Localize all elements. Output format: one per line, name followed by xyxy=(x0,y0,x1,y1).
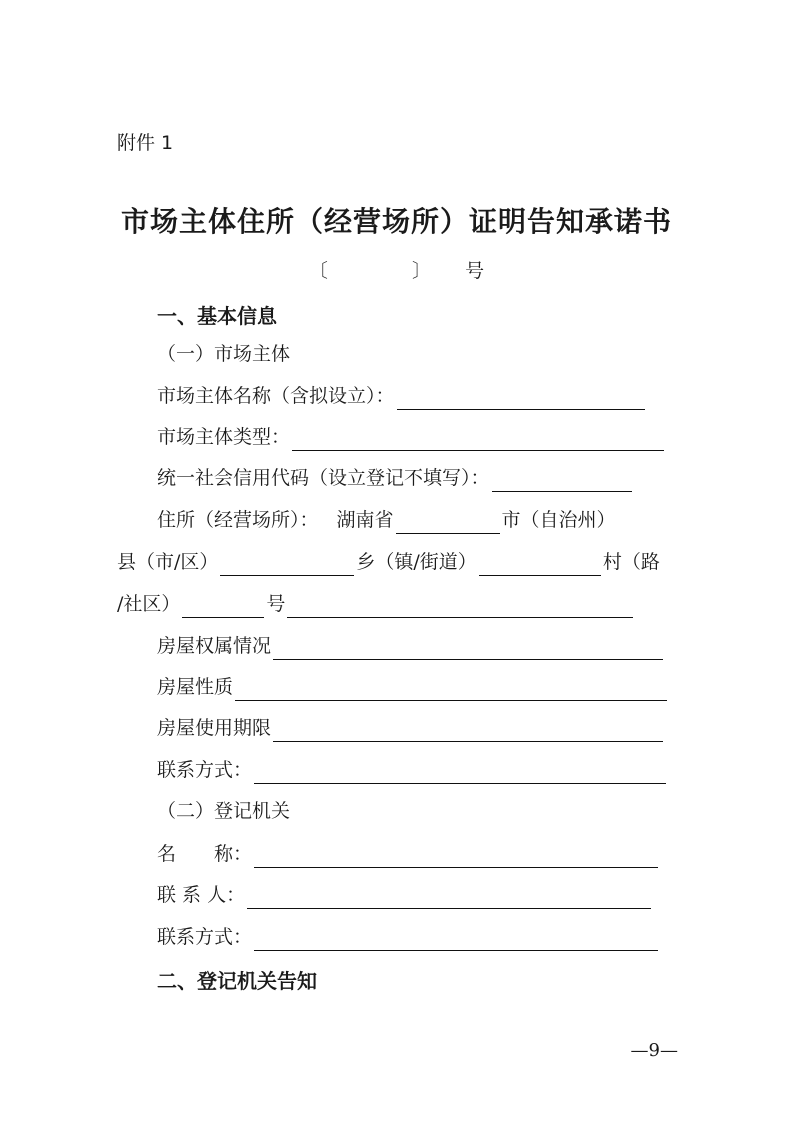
ownership-row xyxy=(157,632,665,660)
number-field[interactable] xyxy=(287,595,633,618)
credit-code-row xyxy=(157,464,634,492)
page-number: —9— xyxy=(630,1040,678,1061)
contact-row xyxy=(157,756,668,784)
entity-name-field[interactable] xyxy=(397,387,645,410)
authority-name-label: 名 称： xyxy=(157,843,253,865)
document-title: 市场主体住所（经营场所）证明告知承诺书 xyxy=(120,205,672,238)
community-label: /社区） xyxy=(117,593,181,615)
authority-name-field[interactable] xyxy=(254,845,658,868)
doc-number-close: 〕 xyxy=(411,260,431,282)
entity-type-row xyxy=(157,423,666,451)
contact-field[interactable] xyxy=(254,761,666,784)
township-field[interactable] xyxy=(479,553,601,576)
attachment-label: 附件 1 xyxy=(117,132,174,154)
county-label: 县（市/区） xyxy=(117,551,219,573)
term-row xyxy=(157,714,665,742)
entity-type-field[interactable] xyxy=(292,428,664,451)
doc-number-open: 〔 xyxy=(308,260,328,282)
city-label: 市（自治州） xyxy=(501,509,616,531)
authority-person-field[interactable] xyxy=(247,886,651,909)
section-basic-info-heading: 一、基本信息 xyxy=(157,304,277,328)
subsection-registration-authority-heading xyxy=(157,797,290,825)
subsection-market-entity-heading xyxy=(157,340,290,368)
township-label: 乡（镇/街道） xyxy=(356,551,477,573)
section-authority-notice-heading: 二、登记机关告知 xyxy=(157,969,317,993)
authority-contact-label: 联系方式： xyxy=(157,926,253,948)
subsection-market-entity-label: （一）市场主体 xyxy=(157,343,291,365)
address-row-2 xyxy=(117,548,660,576)
credit-code-label: 统一社会信用代码（设立登记不填写）： xyxy=(157,467,490,489)
entity-name-label: 市场主体名称（含拟设立）： xyxy=(157,385,395,407)
nature-row xyxy=(157,673,669,701)
address-row-1 xyxy=(157,506,616,534)
authority-contact-field[interactable] xyxy=(254,928,658,951)
contact-label: 联系方式： xyxy=(157,759,253,781)
ownership-label: 房屋权属情况 xyxy=(157,635,272,657)
city-field[interactable] xyxy=(396,511,500,534)
term-label: 房屋使用期限 xyxy=(157,717,272,739)
number-label: 号 xyxy=(266,593,286,615)
authority-name-row xyxy=(157,840,660,868)
community-field[interactable] xyxy=(182,595,264,618)
entity-name-row xyxy=(157,382,647,410)
doc-number-suffix: 号 xyxy=(465,260,485,282)
province-label: 湖南省 xyxy=(336,509,394,531)
authority-person-row xyxy=(157,881,653,909)
nature-label: 房屋性质 xyxy=(157,676,234,698)
authority-contact-row xyxy=(157,923,660,951)
county-field[interactable] xyxy=(220,553,354,576)
subsection-registration-authority-label: （二）登记机关 xyxy=(157,800,291,822)
document-number xyxy=(0,256,793,283)
credit-code-field[interactable] xyxy=(492,469,632,492)
entity-type-label: 市场主体类型： xyxy=(157,426,291,448)
nature-field[interactable] xyxy=(235,678,667,701)
ownership-field[interactable] xyxy=(273,637,663,660)
address-label: 住所（经营场所）： xyxy=(157,509,319,531)
authority-person-label: 联 系 人： xyxy=(157,884,246,906)
village-label: 村（路 xyxy=(602,551,660,573)
address-row-3 xyxy=(117,590,635,618)
term-field[interactable] xyxy=(273,719,663,742)
